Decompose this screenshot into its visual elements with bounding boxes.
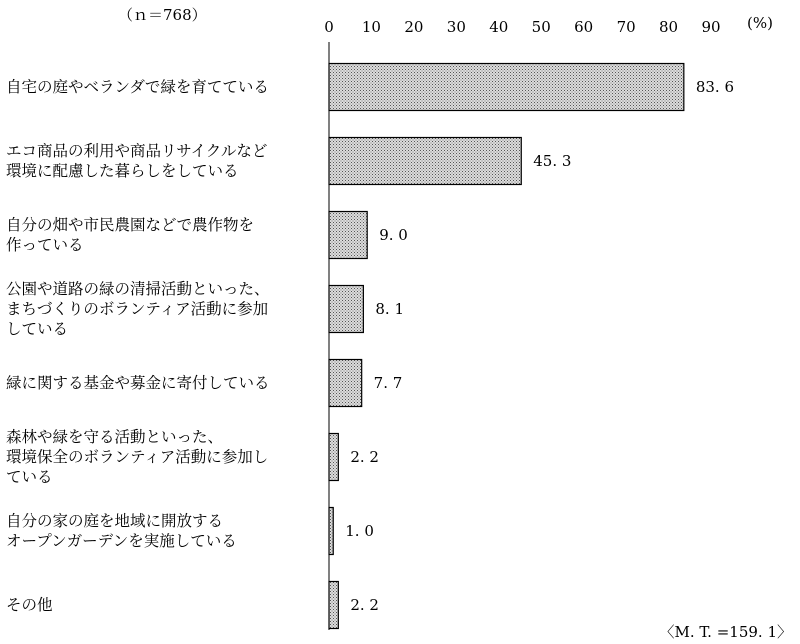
category-label: 自分の畑や市民農園などで農作物を	[6, 216, 255, 234]
multiple-total-footnote: 〈M. T. =159. 1〉	[659, 623, 792, 641]
value-label: 7. 7	[373, 374, 403, 392]
x-axis-ticks	[324, 18, 720, 36]
x-tick-label: 50	[531, 18, 551, 36]
category-label: まちづくりのボランティア活動に参加	[6, 300, 269, 318]
bar	[329, 212, 367, 259]
category-label: 公園や道路の緑の清掃活動といった、	[6, 280, 270, 298]
value-label: 2. 2	[350, 596, 379, 614]
x-tick-label: 90	[701, 18, 721, 36]
bar	[329, 360, 362, 407]
category-labels	[6, 78, 270, 614]
x-tick-label: 70	[616, 18, 636, 36]
category-label: 作っている	[6, 236, 84, 254]
value-label: 2. 2	[350, 448, 379, 466]
unit-label: (%)	[747, 14, 773, 32]
category-label: ている	[6, 468, 53, 486]
sample-size-label: （ｎ＝768）	[118, 6, 207, 24]
bar	[329, 508, 333, 555]
category-label: 自分の家の庭を地域に開放する	[6, 512, 224, 530]
value-label: 45. 3	[533, 152, 572, 170]
x-tick-label: 20	[404, 18, 424, 36]
bar	[329, 582, 338, 629]
category-label: その他	[6, 596, 53, 614]
x-tick-label: 60	[574, 18, 594, 36]
value-label: 9. 0	[379, 226, 408, 244]
value-label: 83. 6	[695, 78, 735, 96]
category-label: オープンガーデンを実施している	[6, 532, 237, 550]
value-label: 1. 0	[345, 522, 374, 540]
x-tick-label: 0	[324, 18, 334, 36]
category-label: 緑に関する基金や募金に寄付している	[6, 374, 270, 392]
x-tick-label: 40	[489, 18, 509, 36]
x-tick-label: 80	[659, 18, 679, 36]
x-tick-label: 10	[361, 18, 381, 36]
bar	[329, 64, 684, 111]
x-tick-label: 30	[446, 18, 466, 36]
category-label: 環境に配慮した暮らしをしている	[6, 162, 239, 180]
bar	[329, 286, 363, 333]
category-label: 環境保全のボランティア活動に参加し	[6, 448, 269, 466]
bars-group	[329, 64, 684, 629]
bar	[329, 434, 338, 481]
category-label: している	[6, 320, 69, 338]
value-label: 8. 1	[375, 300, 405, 318]
category-label: エコ商品の利用や商品リサイクルなど	[6, 142, 268, 160]
category-label: 森林や緑を守る活動といった、	[6, 428, 224, 446]
bar	[329, 138, 521, 185]
category-label: 自宅の庭やベランダで緑を育てている	[6, 78, 269, 96]
